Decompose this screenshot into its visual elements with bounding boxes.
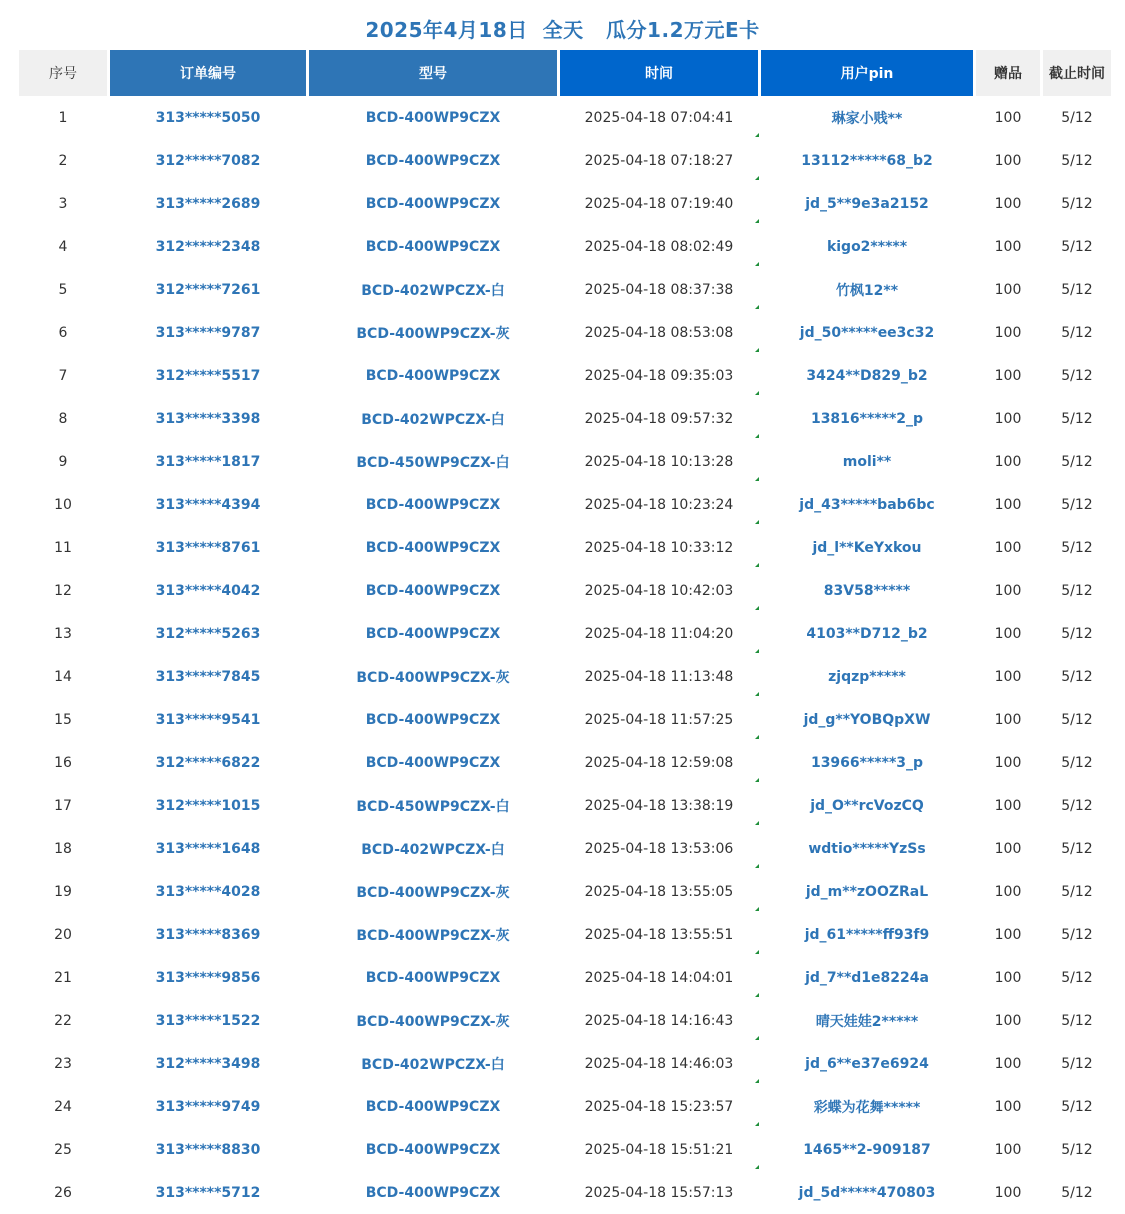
cell-user-pin: jd_l**KeYxkou (812, 539, 922, 556)
cell-user-pin: 13816*****2_p (810, 410, 924, 427)
corner-mark-icon (755, 563, 759, 567)
cell-model: BCD-400WP9CZX (365, 582, 501, 599)
cell-time (560, 354, 758, 397)
cell-time (560, 483, 758, 526)
corner-mark-icon (755, 1122, 759, 1126)
time-text: 2025-04-18 13:55:05 (584, 883, 734, 900)
cell-deadline: 5/12 (1061, 324, 1093, 341)
cell-order-number: 313*****2689 (155, 195, 261, 212)
cell-gift: 100 (994, 238, 1022, 255)
cell-model: BCD-400WP9CZX-灰 (356, 884, 510, 901)
table-header (19, 50, 1111, 96)
cell-gift: 100 (994, 1055, 1022, 1072)
cell-model: BCD-400WP9CZX (365, 625, 501, 642)
cell-model: BCD-400WP9CZX (365, 1184, 501, 1201)
cell-time (560, 569, 758, 612)
cell-model: BCD-400WP9CZX (365, 969, 501, 986)
table-row (19, 999, 1111, 1042)
cell-model: BCD-400WP9CZX-灰 (356, 1013, 510, 1030)
cell-gift: 100 (994, 1098, 1022, 1115)
cell-gift: 100 (994, 281, 1022, 298)
cell-time (560, 999, 758, 1042)
cell-model: BCD-400WP9CZX-灰 (356, 669, 510, 686)
time-text: 2025-04-18 13:38:19 (584, 797, 734, 814)
cell-user-pin: 彩蝶为花舞***** (813, 1099, 921, 1116)
cell-order-number: 313*****4042 (155, 582, 261, 599)
cell-model: BCD-400WP9CZX (365, 496, 501, 513)
cell-model: BCD-400WP9CZX (365, 195, 501, 212)
cell-deadline: 5/12 (1061, 367, 1093, 384)
cell-user-pin: 晴天娃娃2***** (815, 1013, 919, 1030)
cell-order-number: 313*****1522 (155, 1012, 261, 1029)
cell-time (560, 956, 758, 999)
cell-model: BCD-402WPCZX-白 (361, 841, 505, 858)
cell-time (560, 612, 758, 655)
cell-order-number: 313*****5712 (155, 1184, 261, 1201)
cell-gift: 100 (994, 668, 1022, 685)
table-row (19, 913, 1111, 956)
cell-time (560, 311, 758, 354)
cell-deadline: 5/12 (1061, 109, 1093, 126)
cell-user-pin: jd_g**YOBQpXW (803, 711, 931, 728)
cell-deadline: 5/12 (1061, 668, 1093, 685)
corner-mark-icon (755, 778, 759, 782)
cell-index: 5 (58, 281, 68, 298)
cell-gift: 100 (994, 969, 1022, 986)
cell-gift: 100 (994, 883, 1022, 900)
cell-gift: 100 (994, 840, 1022, 857)
cell-order-number: 313*****9749 (155, 1098, 261, 1115)
cell-index: 23 (54, 1055, 72, 1072)
cell-time (560, 526, 758, 569)
cell-time (560, 870, 758, 913)
cell-user-pin: jd_61*****ff93f9 (804, 926, 930, 943)
cell-gift: 100 (994, 109, 1022, 126)
page-title: 2025年4月18日 全天 瓜分1.2万元E卡 (365, 18, 760, 42)
cell-user-pin: 13966*****3_p (810, 754, 924, 771)
time-text: 2025-04-18 10:13:28 (584, 453, 734, 470)
corner-mark-icon (755, 176, 759, 180)
cell-deadline: 5/12 (1061, 625, 1093, 642)
cell-time (560, 397, 758, 440)
cell-deadline: 5/12 (1061, 539, 1093, 556)
cell-order-number: 313*****9787 (155, 324, 261, 341)
cell-time (560, 913, 758, 956)
header-deadline: 截止时间 (1043, 50, 1111, 96)
header-pin: 用户pin (761, 50, 973, 96)
time-text: 2025-04-18 14:46:03 (584, 1055, 734, 1072)
header-gift: 赠品 (976, 50, 1040, 96)
cell-deadline: 5/12 (1061, 969, 1093, 986)
cell-user-pin: 13112*****68_b2 (801, 152, 933, 169)
time-text: 2025-04-18 08:37:38 (584, 281, 734, 298)
cell-deadline: 5/12 (1061, 453, 1093, 470)
corner-mark-icon (755, 821, 759, 825)
table-row (19, 698, 1111, 741)
time-text: 2025-04-18 11:04:20 (584, 625, 734, 642)
cell-model: BCD-400WP9CZX (365, 539, 501, 556)
cell-gift: 100 (994, 582, 1022, 599)
cell-index: 22 (54, 1012, 72, 1029)
corner-mark-icon (755, 649, 759, 653)
time-text: 2025-04-18 08:53:08 (584, 324, 734, 341)
cell-time (560, 268, 758, 311)
corner-mark-icon (755, 305, 759, 309)
table-row (19, 96, 1111, 139)
cell-deadline: 5/12 (1061, 281, 1093, 298)
cell-order-number: 312*****5517 (155, 367, 261, 384)
cell-time (560, 1042, 758, 1085)
cell-index: 20 (54, 926, 72, 943)
time-text: 2025-04-18 13:55:51 (584, 926, 734, 943)
cell-deadline: 5/12 (1061, 1012, 1093, 1029)
cell-index: 18 (54, 840, 72, 857)
cell-time (560, 1171, 758, 1214)
cell-index: 15 (54, 711, 72, 728)
cell-time (560, 655, 758, 698)
cell-deadline: 5/12 (1061, 238, 1093, 255)
table-row (19, 311, 1111, 354)
corner-mark-icon (755, 477, 759, 481)
corner-mark-icon (755, 1079, 759, 1083)
cell-time (560, 741, 758, 784)
table-row (19, 1171, 1111, 1214)
cell-time (560, 698, 758, 741)
cell-user-pin: kigo2***** (826, 238, 908, 255)
table-row (19, 483, 1111, 526)
cell-gift: 100 (994, 324, 1022, 341)
header-row (19, 50, 1111, 96)
cell-deadline: 5/12 (1061, 926, 1093, 943)
cell-gift: 100 (994, 711, 1022, 728)
corner-mark-icon (755, 1036, 759, 1040)
table-row (19, 139, 1111, 182)
cell-order-number: 313*****9856 (155, 969, 261, 986)
cell-deadline: 5/12 (1061, 1184, 1093, 1201)
time-text: 2025-04-18 14:16:43 (584, 1012, 734, 1029)
corner-mark-icon (755, 391, 759, 395)
cell-order-number: 313*****9541 (155, 711, 261, 728)
cell-user-pin: 竹枫12** (835, 282, 899, 299)
table-row (19, 655, 1111, 698)
cell-model: BCD-400WP9CZX-灰 (356, 325, 510, 342)
cell-order-number: 313*****8830 (155, 1141, 261, 1158)
header-index: 序号 (19, 50, 107, 96)
cell-deadline: 5/12 (1061, 195, 1093, 212)
header-time: 时间 (560, 50, 758, 96)
cell-order-number: 313*****4028 (155, 883, 261, 900)
table-row (19, 526, 1111, 569)
cell-model: BCD-450WP9CZX-白 (356, 454, 510, 471)
cell-model: BCD-400WP9CZX (365, 109, 501, 126)
table-row (19, 569, 1111, 612)
table-row (19, 225, 1111, 268)
cell-order-number: 312*****1015 (155, 797, 261, 814)
cell-order-number: 312*****5263 (155, 625, 261, 642)
cell-index: 10 (54, 496, 72, 513)
corner-mark-icon (755, 262, 759, 266)
cell-index: 7 (58, 367, 68, 384)
cell-deadline: 5/12 (1061, 840, 1093, 857)
cell-order-number: 313*****7845 (155, 668, 261, 685)
time-text: 2025-04-18 10:33:12 (584, 539, 734, 556)
cell-order-number: 313*****1817 (155, 453, 261, 470)
cell-index: 9 (58, 453, 68, 470)
cell-model: BCD-402WPCZX-白 (361, 282, 505, 299)
cell-gift: 100 (994, 754, 1022, 771)
cell-deadline: 5/12 (1061, 152, 1093, 169)
cell-deadline: 5/12 (1061, 1098, 1093, 1115)
cell-user-pin: jd_5**9e3a2152 (805, 195, 929, 212)
cell-user-pin: wdtio*****YzSs (808, 840, 926, 857)
table-row (19, 827, 1111, 870)
cell-user-pin: jd_m**zOOZRaL (805, 883, 929, 900)
cell-model: BCD-450WP9CZX-白 (356, 798, 510, 815)
cell-order-number: 312*****3498 (155, 1055, 261, 1072)
cell-model: BCD-402WPCZX-白 (361, 1056, 505, 1073)
table-row (19, 1128, 1111, 1171)
time-text: 2025-04-18 15:51:21 (584, 1141, 734, 1158)
cell-time (560, 1128, 758, 1171)
cell-index: 4 (58, 238, 68, 255)
cell-index: 17 (54, 797, 72, 814)
table-row (19, 182, 1111, 225)
table-body (19, 96, 1111, 1214)
cell-model: BCD-400WP9CZX (365, 152, 501, 169)
cell-order-number: 313*****1648 (155, 840, 261, 857)
cell-gift: 100 (994, 1012, 1022, 1029)
cell-deadline: 5/12 (1061, 1141, 1093, 1158)
table-row (19, 397, 1111, 440)
cell-gift: 100 (994, 367, 1022, 384)
time-text: 2025-04-18 07:19:40 (584, 195, 734, 212)
time-text: 2025-04-18 15:57:13 (584, 1184, 734, 1201)
cell-user-pin: jd_43*****bab6bc (799, 496, 935, 513)
time-text: 2025-04-18 07:04:41 (584, 109, 734, 126)
cell-order-number: 313*****4394 (155, 496, 261, 513)
cell-index: 19 (54, 883, 72, 900)
corner-mark-icon (755, 735, 759, 739)
corner-mark-icon (755, 692, 759, 696)
corner-mark-icon (755, 950, 759, 954)
cell-time (560, 784, 758, 827)
time-text: 2025-04-18 07:18:27 (584, 152, 734, 169)
cell-model: BCD-402WPCZX-白 (361, 411, 505, 428)
time-text: 2025-04-18 12:59:08 (584, 754, 734, 771)
cell-model: BCD-400WP9CZX (365, 754, 501, 771)
cell-gift: 100 (994, 152, 1022, 169)
cell-gift: 100 (994, 453, 1022, 470)
cell-index: 1 (58, 109, 68, 126)
cell-time (560, 440, 758, 483)
corner-mark-icon (755, 434, 759, 438)
cell-time (560, 182, 758, 225)
cell-index: 12 (54, 582, 72, 599)
cell-user-pin: 3424**D829_b2 (806, 367, 928, 384)
cell-gift: 100 (994, 625, 1022, 642)
table-row (19, 741, 1111, 784)
cell-time (560, 96, 758, 139)
cell-deadline: 5/12 (1061, 496, 1093, 513)
cell-time (560, 225, 758, 268)
corner-mark-icon (755, 907, 759, 911)
cell-model: BCD-400WP9CZX (365, 711, 501, 728)
time-text: 2025-04-18 11:13:48 (584, 668, 734, 685)
header-model: 型号 (309, 50, 557, 96)
orders-table (16, 50, 1114, 1214)
cell-deadline: 5/12 (1061, 797, 1093, 814)
table-row (19, 268, 1111, 311)
time-text: 2025-04-18 10:42:03 (584, 582, 734, 599)
cell-model: BCD-400WP9CZX (365, 367, 501, 384)
cell-index: 21 (54, 969, 72, 986)
cell-time (560, 827, 758, 870)
cell-deadline: 5/12 (1061, 410, 1093, 427)
corner-mark-icon (755, 520, 759, 524)
cell-user-pin: 1465**2-909187 (803, 1141, 931, 1158)
cell-gift: 100 (994, 195, 1022, 212)
cell-order-number: 313*****5050 (155, 109, 261, 126)
table-row (19, 354, 1111, 397)
cell-gift: 100 (994, 539, 1022, 556)
cell-order-number: 313*****3398 (155, 410, 261, 427)
cell-user-pin: jd_50*****ee3c32 (799, 324, 935, 341)
cell-order-number: 312*****7261 (155, 281, 261, 298)
cell-index: 16 (54, 754, 72, 771)
table-row (19, 956, 1111, 999)
cell-deadline: 5/12 (1061, 582, 1093, 599)
cell-index: 13 (54, 625, 72, 642)
time-text: 2025-04-18 11:57:25 (584, 711, 734, 728)
time-text: 2025-04-18 10:23:24 (584, 496, 734, 513)
cell-order-number: 312*****2348 (155, 238, 261, 255)
cell-model: BCD-400WP9CZX (365, 1141, 501, 1158)
cell-user-pin: jd_7**d1e8224a (805, 969, 929, 986)
cell-index: 25 (54, 1141, 72, 1158)
cell-index: 2 (58, 152, 68, 169)
cell-order-number: 313*****8369 (155, 926, 261, 943)
cell-index: 8 (58, 410, 68, 427)
table-row (19, 1042, 1111, 1085)
cell-user-pin: 琳家小贱** (831, 110, 903, 127)
cell-index: 3 (58, 195, 68, 212)
cell-deadline: 5/12 (1061, 883, 1093, 900)
cell-user-pin: 83V58***** (823, 582, 911, 599)
cell-gift: 100 (994, 797, 1022, 814)
table-row (19, 440, 1111, 483)
corner-mark-icon (755, 348, 759, 352)
cell-index: 11 (54, 539, 72, 556)
corner-mark-icon (755, 993, 759, 997)
table-row (19, 784, 1111, 827)
cell-user-pin: jd_O**rcVozCQ (810, 797, 924, 814)
time-text: 2025-04-18 15:23:57 (584, 1098, 734, 1115)
corner-mark-icon (755, 864, 759, 868)
cell-index: 26 (54, 1184, 72, 1201)
cell-order-number: 312*****7082 (155, 152, 261, 169)
time-text: 2025-04-18 14:04:01 (584, 969, 734, 986)
cell-gift: 100 (994, 496, 1022, 513)
cell-index: 14 (54, 668, 72, 685)
cell-model: BCD-400WP9CZX-灰 (356, 927, 510, 944)
time-text: 2025-04-18 09:57:32 (584, 410, 734, 427)
cell-time (560, 139, 758, 182)
cell-index: 6 (58, 324, 68, 341)
corner-mark-icon (755, 133, 759, 137)
cell-model: BCD-400WP9CZX (365, 1098, 501, 1115)
cell-user-pin: moli** (842, 453, 892, 470)
corner-mark-icon (755, 1165, 759, 1169)
cell-deadline: 5/12 (1061, 1055, 1093, 1072)
time-text: 2025-04-18 13:53:06 (584, 840, 734, 857)
corner-mark-icon (755, 606, 759, 610)
time-text: 2025-04-18 09:35:03 (584, 367, 734, 384)
cell-user-pin: 4103**D712_b2 (806, 625, 928, 642)
table-row (19, 870, 1111, 913)
cell-user-pin: jd_5d*****470803 (798, 1184, 936, 1201)
cell-gift: 100 (994, 1141, 1022, 1158)
time-text: 2025-04-18 08:02:49 (584, 238, 734, 255)
cell-gift: 100 (994, 410, 1022, 427)
cell-deadline: 5/12 (1061, 754, 1093, 771)
cell-user-pin: jd_6**e37e6924 (805, 1055, 929, 1072)
cell-gift: 100 (994, 926, 1022, 943)
cell-order-number: 313*****8761 (155, 539, 261, 556)
cell-order-number: 312*****6822 (155, 754, 261, 771)
table-row (19, 612, 1111, 655)
cell-deadline: 5/12 (1061, 711, 1093, 728)
cell-gift: 100 (994, 1184, 1022, 1201)
cell-model: BCD-400WP9CZX (365, 238, 501, 255)
cell-user-pin: zjqzp***** (828, 668, 906, 685)
cell-index: 24 (54, 1098, 72, 1115)
table-row (19, 1085, 1111, 1128)
corner-mark-icon (755, 219, 759, 223)
header-order: 订单编号 (110, 50, 306, 96)
cell-time (560, 1085, 758, 1128)
